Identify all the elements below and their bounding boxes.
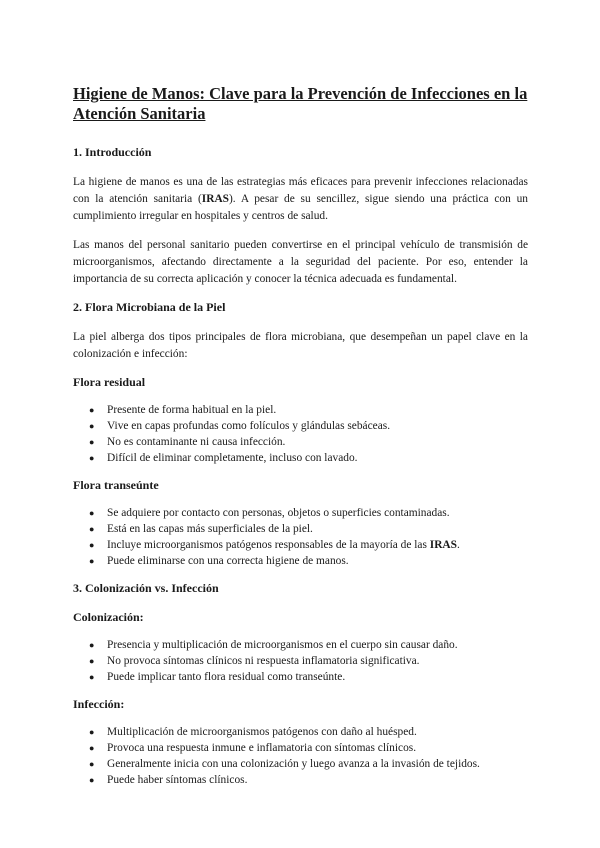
list-item: ● Incluye microorganismos patógenos responsables de la mayoría de las IRAS. (89, 539, 460, 551)
bullet-icon: ● (89, 508, 95, 518)
iras-bold: IRAS (201, 193, 230, 205)
bullet-icon: ● (89, 556, 95, 566)
bullet-icon: ● (89, 759, 95, 769)
list-item: ● Provoca una respuesta inmune e inflamatoria con síntomas clínicos. (89, 742, 417, 754)
bullet-icon: ● (89, 437, 95, 447)
document-title (73, 84, 528, 124)
bullet-icon: ● (89, 405, 95, 415)
bullet-icon: ● (89, 672, 95, 682)
iras-bold: IRAS (429, 539, 457, 551)
list-item: ● Puede eliminarse con una correcta higiene de manos. (89, 555, 349, 567)
bullet-icon: ● (89, 421, 95, 431)
list-item: ● Se adquiere por contacto con personas, objetos o superficies contaminadas. (89, 507, 450, 519)
bullet-icon: ● (89, 524, 95, 534)
bullet-icon: ● (89, 727, 95, 737)
title-line-1: Higiene de Manos: Clave para la Prevención de Infecciones en la (73, 84, 528, 103)
list-item: ● Puede implicar tanto flora residual como transeúnte. (89, 671, 346, 683)
residual-flora-list (73, 402, 528, 466)
list-item: ● Presente de forma habitual en la piel. (89, 404, 277, 416)
section-2-heading: 2. Flora Microbiana de la Piel (73, 300, 226, 314)
colonization-list (73, 637, 528, 685)
list-item: ● Difícil de eliminar completamente, incluso con lavado. (89, 452, 358, 464)
section-1-heading: 1. Introducción (73, 145, 152, 159)
transient-flora-list (73, 505, 528, 569)
infection-title: Infección: (73, 697, 125, 711)
residual-flora-title: Flora residual (73, 375, 146, 389)
bullet-icon: ● (89, 743, 95, 753)
transient-flora-title: Flora transeúnte (73, 478, 159, 492)
list-item: ● Vive en capas profundas como folículos y glándulas sebáceas. (89, 420, 391, 432)
section-3-heading: 3. Colonización vs. Infección (73, 581, 219, 595)
colonization-title: Colonización: (73, 610, 144, 624)
document-page (73, 84, 528, 800)
bullet-icon: ● (89, 656, 95, 666)
list-item: ● Puede haber síntomas clínicos. (89, 774, 248, 786)
bullet-icon: ● (89, 453, 95, 463)
list-item: ● Presencia y multiplicación de microorganismos en el cuerpo sin causar daño. (89, 639, 458, 651)
list-item: ● Generalmente inicia con una colonización y luego avanza a la invasión de tejidos. (89, 758, 480, 770)
title-line-2: Atención Sanitaria (73, 104, 206, 123)
flora-intro: La piel alberga dos tipos principales de flora microbiana, que desempeñan un papel clave en la colonización e infección: (73, 331, 528, 360)
bullet-icon: ● (89, 540, 95, 550)
infection-list (73, 724, 528, 788)
list-item: ● No es contaminante ni causa infección. (89, 436, 286, 448)
list-item: ● No provoca síntomas clínicos ni respuesta inflamatoria significativa. (89, 655, 420, 667)
list-item: ● Está en las capas más superficiales de la piel. (89, 523, 313, 535)
list-item: ● Multiplicación de microorganismos patógenos con daño al huésped. (89, 726, 417, 738)
intro-paragraph-2: Las manos del personal sanitario pueden convertirse en el principal vehículo de transmisión de microorganismos, afectando directamente a la seguridad del paciente. Por eso, entender la importancia de su correcta aplicación y conocer la técnica adecuada es fundamental. (73, 239, 528, 285)
bullet-icon: ● (89, 775, 95, 785)
intro-paragraph-1: La higiene de manos es una de las estrategias más eficaces para prevenir infecciones relacionadas con la atención sanitaria (IRAS). A pesar de su sencillez, sigue siendo una práctica con un cumplimiento irregular en hospitales y centros de salud. (73, 176, 528, 222)
bullet-icon: ● (89, 640, 95, 650)
